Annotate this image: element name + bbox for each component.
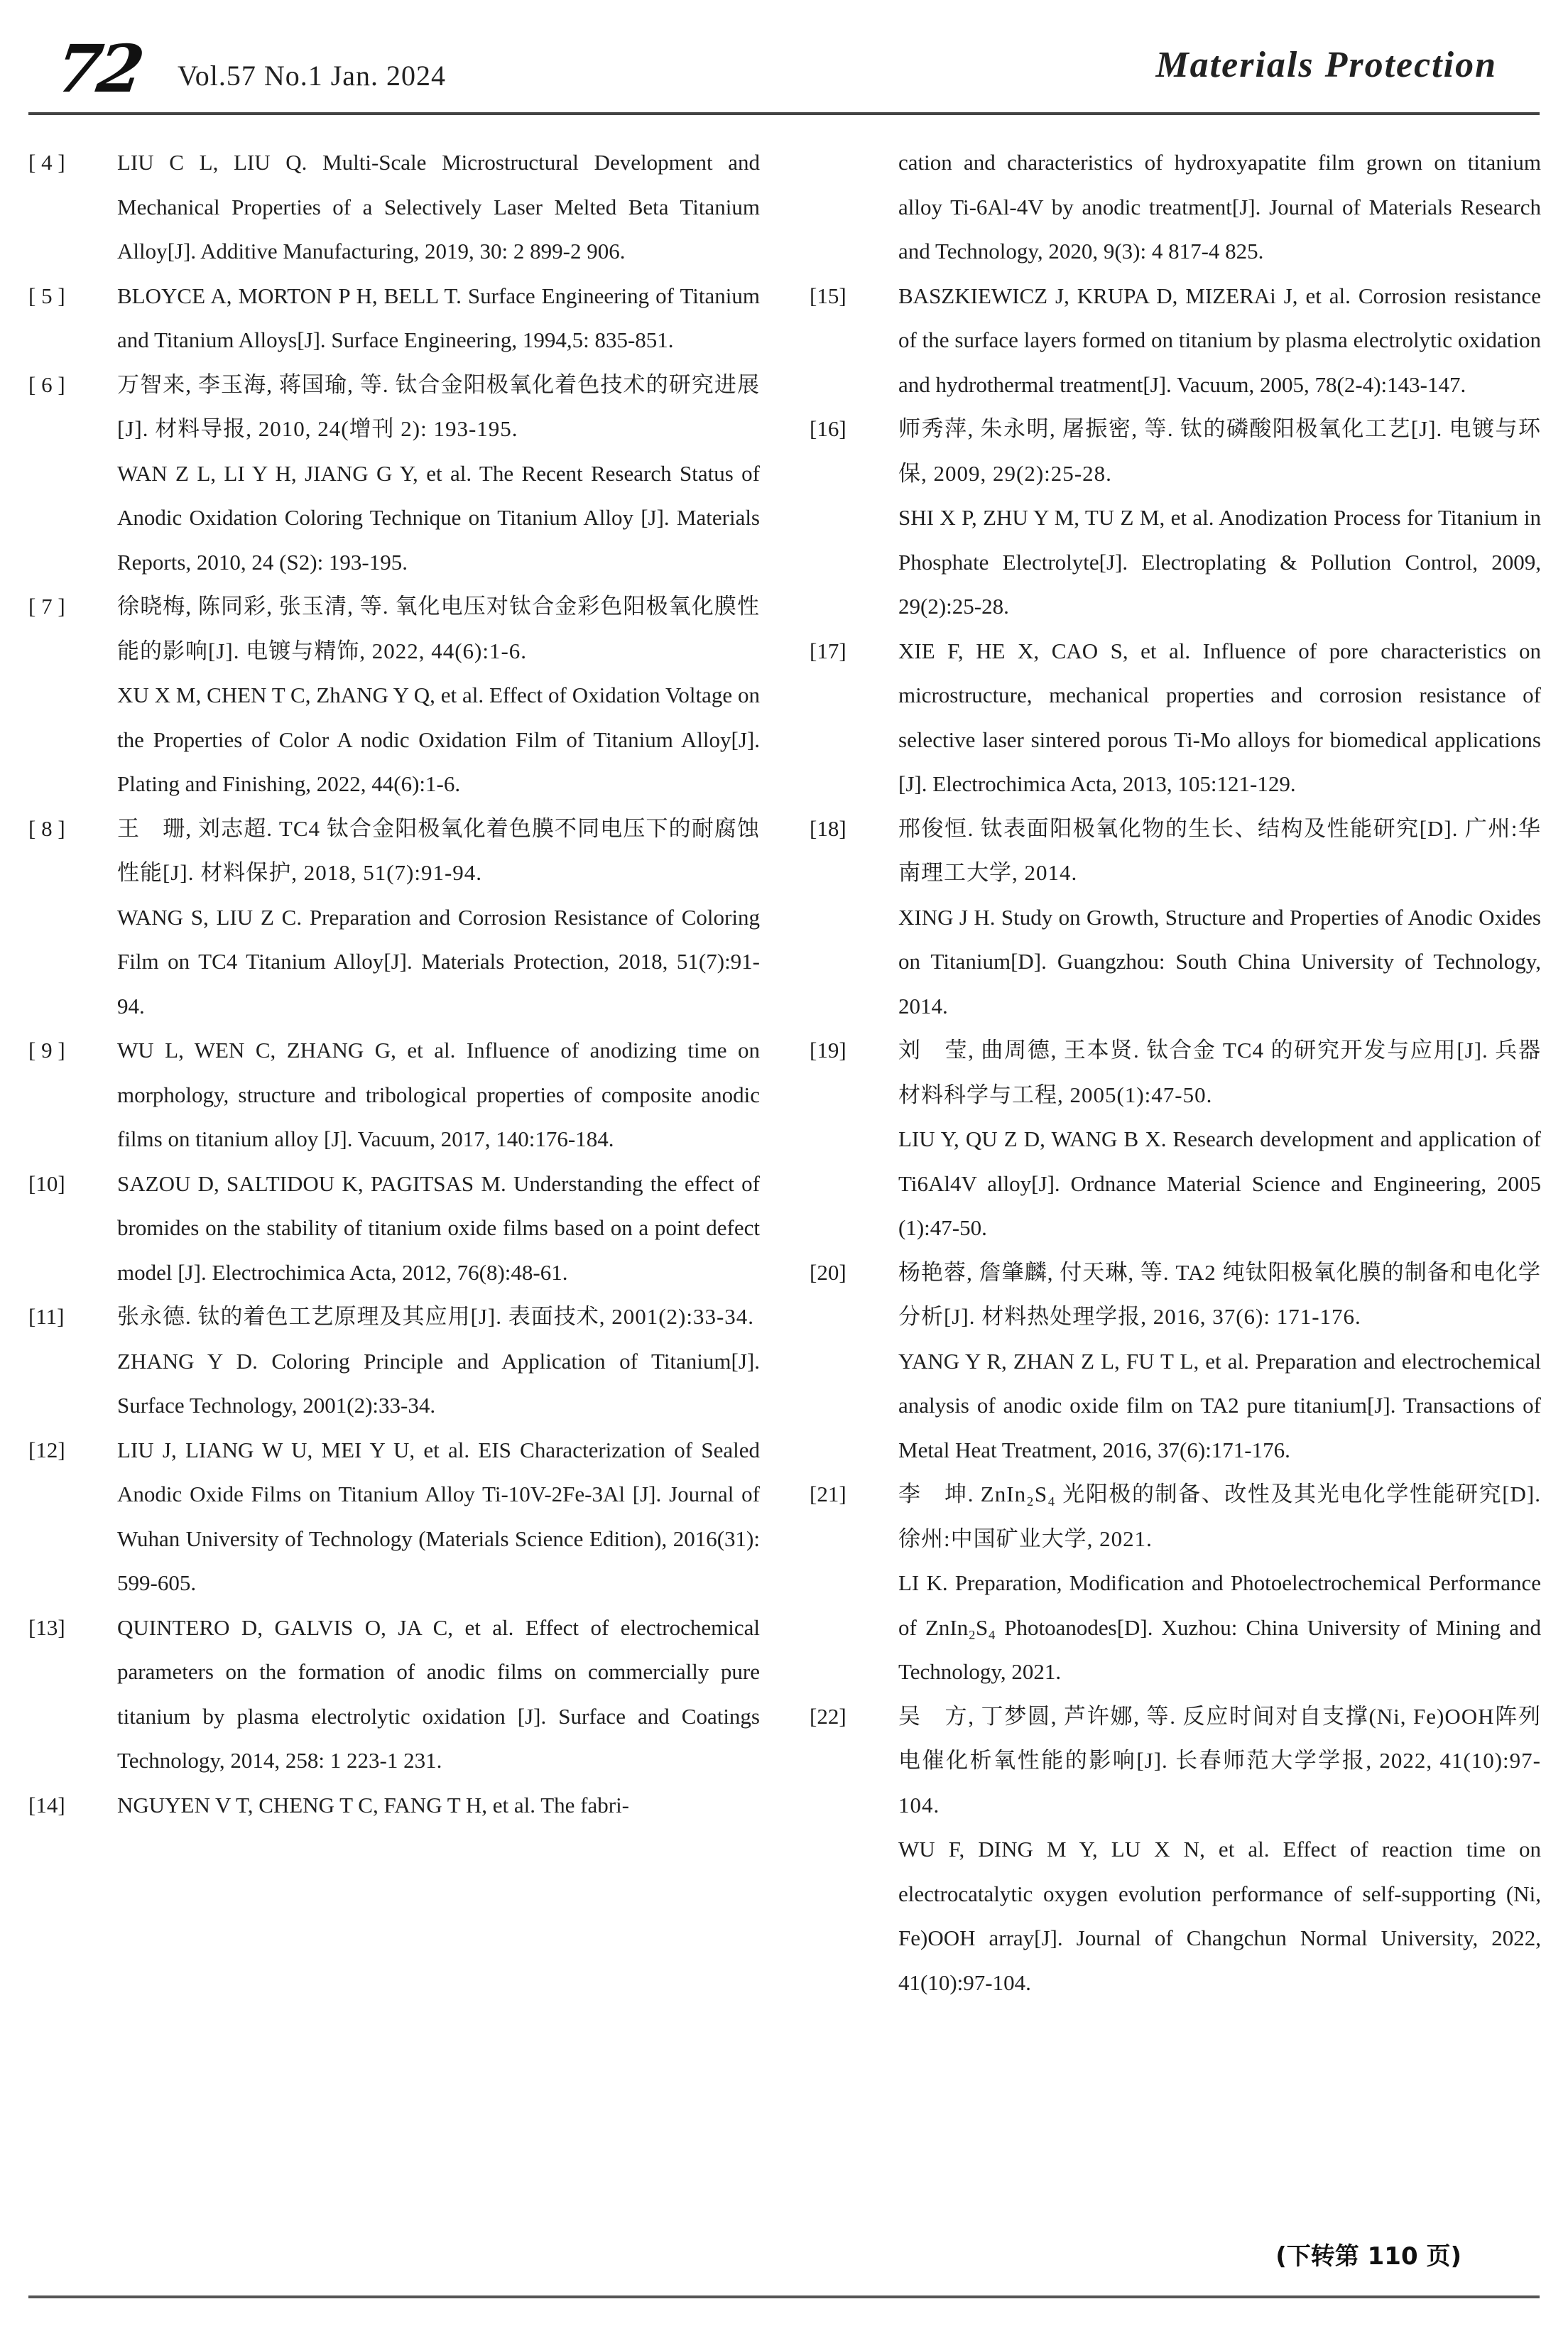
reference-number: [ 9 ] <box>28 1038 65 1063</box>
reference-translation: WU F, DING M Y, LU X N, et al. Effect of reaction time on electrocatalytic oxygen evolution performance of self-supporting (Ni, Fe)OOH array[J]. Journal of Changchun Normal University, 2022, 41(10):97-104. <box>898 1837 1541 1995</box>
reference-number: [ 7 ] <box>28 594 65 619</box>
reference-10 <box>28 1162 760 1295</box>
reference-8 <box>28 807 760 1029</box>
reference-text: 李 坤. ZnIn₂S₄ 光阳极的制备、改性及其光电化学性能研究[D]. 徐州:中国矿业大学, 2021. <box>898 1482 1541 1551</box>
issue-info: Vol.57 No.1 Jan. 2024 <box>178 60 447 92</box>
reference-number: [16] <box>810 416 846 441</box>
reference-number: [17] <box>810 638 846 663</box>
reference-text: LIU C L, LIU Q. Multi-Scale Microstructural Development and Mechanical Properties of a Selectively Laser Melted Beta Titanium Alloy[J]. Additive Manufacturing, 2019, 30: 2 899-2 906. <box>117 150 760 263</box>
continued-note: (下转第 110 页) <box>1275 2242 1461 2271</box>
reference-number: [15] <box>810 283 846 308</box>
reference-13 <box>28 1606 760 1783</box>
reference-text: SAZOU D, SALTIDOU K, PAGITSAS M. Understanding the effect of bromides on the stability of titanium oxide films based on a point defect model [J]. Electrochimica Acta, 2012, 76(8):48-61. <box>117 1170 760 1285</box>
reference-number: [10] <box>28 1170 65 1196</box>
reference-text: LIU J, LIANG W U, MEI Y U, et al. EIS Characterization of Sealed Anodic Oxide Films on Titanium Alloy Ti-10V-2Fe-3Al [J]. Journal of Wuhan University of Technology (Materials Science Edition), 2016(31): 599-605. <box>117 1437 760 1595</box>
reference-text: BLOYCE A, MORTON P H, BELL T. Surface Engineering of Titanium and Titanium Alloys[J]. Surface Engineering, 1994,5: 835-851. <box>117 283 760 352</box>
reference-translation: LI K. Preparation, Modification and Photoelectrochemical Performance of ZnIn₂S₄ Photoanodes[D]. Xuzhou: China University of Mining and Technology, 2021. <box>898 1570 1541 1684</box>
reference-translation: ZHANG Y D. Coloring Principle and Application of Titanium[J]. Surface Technology, 2001(2):33-34. <box>117 1348 760 1418</box>
reference-text: 张永德. 钛的着色工艺原理及其应用[J]. 表面技术, 2001(2):33-34. <box>117 1304 755 1329</box>
reference-22 <box>810 1695 1541 2006</box>
reference-text: WU L, WEN C, ZHANG G, et al. Influence of anodizing time on morphology, structure and tribological properties of composite anodic films on titanium alloy [J]. Vacuum, 2017, 140:176-184. <box>117 1038 760 1151</box>
reference-21 <box>810 1472 1541 1695</box>
reference-number: [ 5 ] <box>28 283 65 308</box>
reference-number: [18] <box>810 815 846 841</box>
reference-text: NGUYEN V T, CHENG T C, FANG T H, et al. The fabri- <box>117 1792 630 1817</box>
reference-number: [ 8 ] <box>28 815 65 841</box>
reference-translation: WAN Z L, LI Y H, JIANG G Y, et al. The Recent Research Status of Anodic Oxidation Coloring Technique on Titanium Alloy [J]. Materials Reports, 2010, 24 (S2): 193-195. <box>117 460 760 575</box>
reference-number: [19] <box>810 1038 846 1063</box>
reference-5 <box>28 274 760 363</box>
reference-text: XIE F, HE X, CAO S, et al. Influence of pore characteristics on microstructure, mechanical properties and corrosion resistance of selective laser sintered porous Ti-Mo alloys for biomedical applications [J]. Electrochimica Acta, 2013, 105:121-129. <box>898 638 1541 796</box>
reference-translation: XING J H. Study on Growth, Structure and Properties of Anodic Oxides on Titanium[D]. Guangzhou: South China University of Technology, 2014. <box>898 904 1541 1018</box>
reference-translation: XU X M, CHEN T C, ZhANG Y Q, et al. Effect of Oxidation Voltage on the Properties of Color A nodic Oxidation Film of Titanium Alloy[J]. Plating and Finishing, 2022, 44(6):1-6. <box>117 683 760 796</box>
reference-11 <box>28 1295 760 1428</box>
reference-text: 万智来, 李玉海, 蒋国瑜, 等. 钛合金阳极氧化着色技术的研究进展[J]. 材料导报, 2010, 24(增刊 2): 193-195. <box>117 371 760 441</box>
reference-number: [20] <box>810 1259 846 1285</box>
right-column <box>810 141 1541 2005</box>
reference-number: [12] <box>28 1437 65 1462</box>
reference-15 <box>810 274 1541 408</box>
reference-text: cation and characteristics of hydroxyapatite film grown on titanium alloy Ti-6Al-4V by anodic treatment[J]. Journal of Materials Research and Technology, 2020, 9(3): 4 817-4 825. <box>898 150 1541 263</box>
page-header <box>0 0 1568 121</box>
reference-17 <box>810 629 1541 807</box>
reference-text: 王 珊, 刘志超. TC4 钛合金阳极氧化着色膜不同电压下的耐腐蚀性能[J]. 材料保护, 2018, 51(7):91-94. <box>117 815 760 885</box>
reference-text: 杨艳蓉, 詹肇麟, 付天琳, 等. TA2 纯钛阳极氧化膜的制备和电化学分析[J]. 材料热处理学报, 2016, 37(6): 171-176. <box>898 1259 1541 1329</box>
reference-text: BASZKIEWICZ J, KRUPA D, MIZERAi J, et al. Corrosion resistance of the surface layers formed on titanium by plasma electrolytic oxidation and hydrothermal treatment[J]. Vacuum, 2005, 78(2-4):143-147. <box>898 283 1541 397</box>
reference-16 <box>810 407 1541 629</box>
reference-12 <box>28 1428 760 1606</box>
reference-14-continued <box>810 141 1541 274</box>
reference-number: [14] <box>28 1792 65 1817</box>
reference-translation: SHI X P, ZHU Y M, TU Z M, et al. Anodization Process for Titanium in Phosphate Electrolyte[J]. Electroplating & Pollution Control, 2009, 29(2):25-28. <box>898 505 1541 619</box>
reference-7 <box>28 585 760 807</box>
page-number: 72 <box>51 31 145 107</box>
reference-6 <box>28 363 760 585</box>
reference-20 <box>810 1251 1541 1473</box>
reference-translation: WANG S, LIU Z C. Preparation and Corrosion Resistance of Coloring Film on TC4 Titanium Alloy[J]. Materials Protection, 2018, 51(7):91-94. <box>117 904 760 1018</box>
reference-translation: LIU Y, QU Z D, WANG B X. Research development and application of Ti6Al4V alloy[J]. Ordnance Material Science and Engineering, 2005 (1):47-50. <box>898 1126 1541 1240</box>
header-rule <box>28 112 1540 115</box>
reference-14 <box>28 1783 760 1828</box>
reference-number: [22] <box>810 1703 846 1729</box>
reference-text: 刘 莹, 曲周德, 王本贤. 钛合金 TC4 的研究开发与应用[J]. 兵器材料科学与工程, 2005(1):47-50. <box>898 1038 1541 1107</box>
reference-text: QUINTERO D, GALVIS O, JA C, et al. Effect of electrochemical parameters on the formation of anodic films on commercially pure titanium by plasma electrolytic oxidation [J]. Surface and Coatings Technology, 2014, 258: 1 223-1 231. <box>117 1614 760 1773</box>
journal-title: Materials Protection <box>1155 45 1497 85</box>
reference-number: [13] <box>28 1614 65 1640</box>
reference-number: [11] <box>28 1304 65 1329</box>
reference-18 <box>810 807 1541 1029</box>
reference-text: 徐晓梅, 陈同彩, 张玉清, 等. 氧化电压对钛合金彩色阳极氧化膜性能的影响[J]. 电镀与精饰, 2022, 44(6):1-6. <box>117 594 760 663</box>
reference-text: 吴 方, 丁梦圆, 芦许娜, 等. 反应时间对自支撑(Ni, Fe)OOH阵列电催化析氧性能的影响[J]. 长春师范大学学报, 2022, 41(10):97-104. <box>898 1703 1541 1817</box>
footer-rule <box>28 2295 1540 2298</box>
reference-19 <box>810 1028 1541 1251</box>
left-column <box>28 141 760 1827</box>
reference-number: [ 4 ] <box>28 150 65 175</box>
reference-number: [21] <box>810 1482 846 1506</box>
reference-translation: YANG Y R, ZHAN Z L, FU T L, et al. Preparation and electrochemical analysis of anodic oxide film on TA2 pure titanium[J]. Transactions of Metal Heat Treatment, 2016, 37(6):171-176. <box>898 1348 1541 1462</box>
reference-text: 邢俊恒. 钛表面阳极氧化物的生长、结构及性能研究[D]. 广州:华南理工大学, 2014. <box>898 815 1541 885</box>
reference-number: [ 6 ] <box>28 371 65 397</box>
reference-9 <box>28 1028 760 1162</box>
reference-text: 师秀萍, 朱永明, 屠振密, 等. 钛的磷酸阳极氧化工艺[J]. 电镀与环保, 2009, 29(2):25-28. <box>898 416 1541 486</box>
reference-4 <box>28 141 760 274</box>
